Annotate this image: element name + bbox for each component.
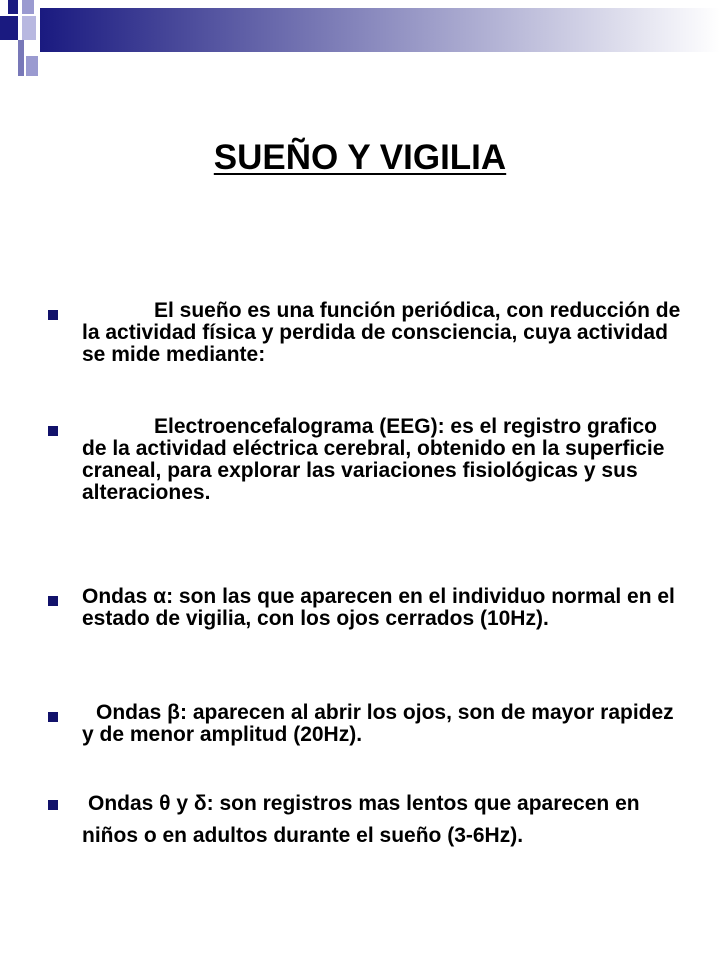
bullet-text: El sueño es una función periódica, con reducción de la actividad física y perdida de consciencia, cuya actividad se mide mediante: (82, 299, 681, 366)
square-bullet-icon (48, 596, 58, 606)
bullet-text: Ondas α: son las que aparecen en el individuo normal en el estado de vigilia, con los ojos cerrados (10Hz). (82, 585, 675, 630)
bullet-text: Ondas β: aparecen al abrir los ojos, son de mayor rapidez y de menor amplitud (20Hz). (82, 701, 674, 746)
bullet-text: Electroencefalograma (EEG): es el registro grafico de la actividad eléctrica cerebral, obtenido en la superficie craneal, para explorar las variaciones fisiológicas y sus alteraciones. (82, 415, 665, 504)
bullet-text: Ondas θ y δ: son registros mas lentos que aparecen en niños o en adultos durante el sueño (3-6Hz). (82, 792, 640, 847)
square-bullet-icon (48, 712, 58, 722)
square-bullet-icon (48, 426, 58, 436)
bullet-item (44, 702, 684, 746)
bullet-item (44, 416, 684, 504)
slide-title: SUEÑO Y VIGILIA (213, 138, 507, 177)
decorative-header-bar (0, 0, 720, 80)
bullet-item (44, 586, 684, 630)
square-bullet-icon (48, 310, 58, 320)
bullet-item (44, 788, 684, 852)
square-bullet-icon (48, 800, 58, 810)
bullet-item (44, 300, 684, 366)
